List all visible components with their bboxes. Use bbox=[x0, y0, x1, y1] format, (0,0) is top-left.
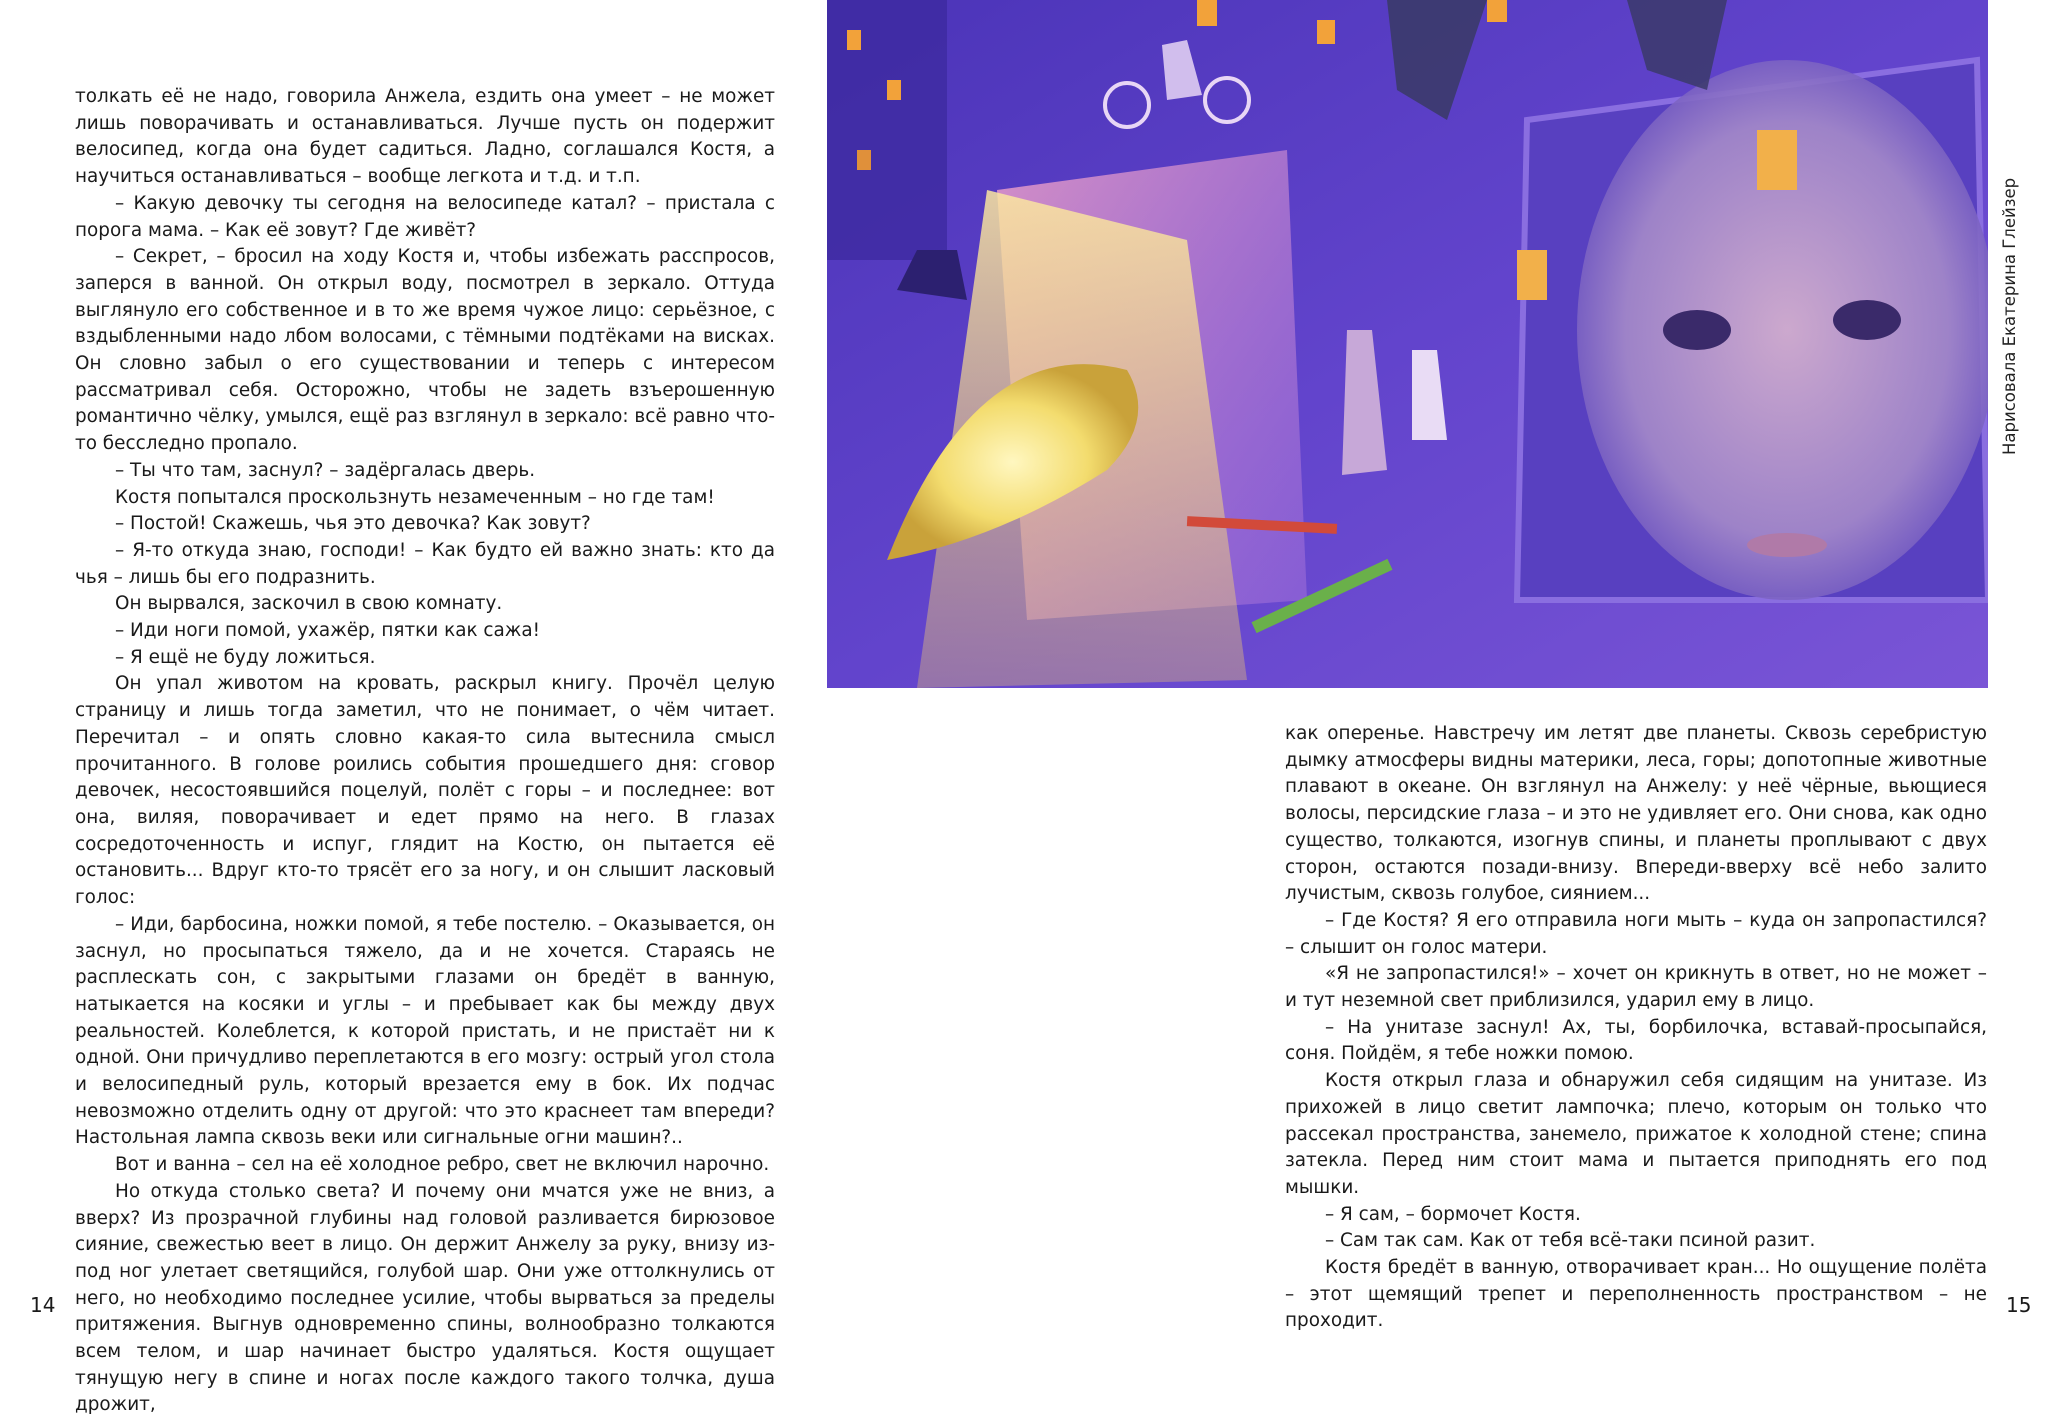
paragraph: – Иди, барбосина, ножки помой, я тебе постелю. – Оказывается, он заснул, но просыпаться тяжело, да и не хочется. Стараясь не расплескать сон, с закрытыми глазами он бредёт в ванную, натыкается на косяки и углы – и пребывает как бы между двух реальностей. Колеблется, к которой пристать, и не пристаёт ни к одной. Они причудливо переплетаются в его мозгу: острый угол стола и велосипедный руль, который врезается ему в бок. Их подчас невозможно отделить одну от другой: что это краснеет там впереди? Настольная лампа сквозь веки или сигнальные огни машин?.. bbox=[75, 913, 775, 1149]
eye-right bbox=[1833, 300, 1901, 340]
text-column-left bbox=[75, 84, 775, 1419]
window bbox=[847, 30, 861, 50]
paragraph: Вот и ванна – сел на её холодное ребро, свет не включил нарочно. bbox=[115, 1154, 770, 1176]
paragraph: – На унитазе заснул! Ах, ты, борбилочка, вставай-просыпайся, соня. Пойдём, я тебе ножки помою. bbox=[1285, 1016, 1987, 1065]
paragraph: – Какую девочку ты сегодня на велосипеде катал? – пристала с порога мама. – Как её зовут? Где живёт? bbox=[75, 192, 775, 241]
window bbox=[1517, 250, 1547, 300]
text-column-right bbox=[1285, 721, 1987, 1335]
window bbox=[1757, 130, 1797, 190]
paragraph: Костя открыл глаза и обнаружил себя сидящим на унитазе. Из прихожей в лицо светит лампочка; плечо, которым он только что рассекал пространства, занемело, прижатое к холодной стене; спина затекла. Перед ним стоит мама и пытается приподнять его под мышки. bbox=[1285, 1070, 1987, 1198]
paragraph: как оперенье. Навстречу им летят две планеты. Сквозь серебристую дымку атмосферы видны материки, леса, горы; допотопные животные плавают в океане. Он взглянул на Анжелу: у неё чёрные, вьющиеся волосы, персидские глаза – и это не удивляет его. Они снова, как одно существо, толкаются, изогнув спины, и планеты проплывают с двух сторон, остаются позади-внизу. Впереди-вверху всё небо залито лучистым, сквозь голубое, сиянием... bbox=[1285, 723, 1987, 905]
paragraph: Костя попытался проскользнуть незамеченным – но где там! bbox=[115, 486, 715, 508]
paragraph: Он упал животом на кровать, раскрыл книгу. Прочёл целую страницу и лишь тогда заметил, что не понимает, о чём читает. Перечитал – и опять словно какая-то сила вытеснила смысл прочитанного. В голове роились события прошедшего дня: сговор девочек, несостоявшийся поцелуй, полёт с горы – и последнее: вот она, виляя, поворачивает и едет прямо на него. В глазах сосредоточенность и испуг, глядит на Костю, он пытается её остановить... Вдруг кто-то трясёт его за ногу, и он слышит ласковый голос: bbox=[75, 673, 775, 909]
paragraph: – Я ещё не буду ложиться. bbox=[115, 646, 376, 668]
window bbox=[1317, 20, 1335, 44]
paragraph: Но откуда столько света? И почему они мчатся уже не вниз, а вверх? Из прозрачной глубины над головой разливается бирюзовое сияние, свежестью веет в лицо. Он держит Анжелу за руку, внизу из-под ног улетает светящийся, голубой шар. Они уже оттолкнулись от него, но необходимо последнее усилие, чтобы вырваться за пределы притяжения. Выгнув одновременно спины, волнообразно толкаются всем телом, и шар начинает быстро удаляться. Костя ощущает тянущую негу в спине и ногах после каждого такого толчка, душа дрожит, bbox=[75, 1180, 775, 1416]
illustrator-credit: Нарисовала Екатерина Глейзер bbox=[2000, 177, 2019, 455]
paragraph: Костя бредёт в ванную, отворачивает кран... Но ощущение полёта – этот щемящий трепет и переполненность пространством – не проходит. bbox=[1285, 1257, 1987, 1332]
window bbox=[887, 80, 901, 100]
paragraph: – Иди ноги помой, ухажёр, пятки как сажа! bbox=[115, 620, 541, 642]
window bbox=[1487, 0, 1507, 22]
paragraph: – Я-то откуда знаю, господи! – Как будто ей важно знать: кто да чья – лишь бы его подразнить. bbox=[75, 539, 775, 588]
window bbox=[857, 150, 871, 170]
mouth bbox=[1747, 533, 1827, 557]
page-number-left: 14 bbox=[30, 1293, 56, 1317]
paragraph: – Постой! Скажешь, чья это девочка? Как зовут? bbox=[115, 513, 591, 535]
page-number-right: 15 bbox=[2006, 1293, 2032, 1317]
window bbox=[1197, 0, 1217, 26]
paragraph: – Секрет, – бросил на ходу Костя и, чтобы избежать расспросов, заперся в ванной. Он открыл воду, посмотрел в зеркало. Оттуда выглянуло его собственное и в то же время чужое лицо: серьёзное, с вздыбленными надо лбом волосами, с тёмными подтёками на висках. Он словно забыл о его существовании и теперь с интересом рассматривал себя. Осторожно, чтобы не задеть взъерошенную романтично чёлку, умылся, ещё раз взглянул в зеркало: всё равно что-то бесследно пропало. bbox=[75, 246, 775, 455]
paragraph: «Я не запропастился!» – хочет он крикнуть в ответ, но не может – и тут неземной свет приблизился, ударил ему в лицо. bbox=[1285, 963, 1987, 1012]
building bbox=[827, 0, 947, 260]
paragraph: – Где Костя? Я его отправила ноги мыть – куда он запропастился? – слышит он голос матери. bbox=[1285, 909, 1987, 958]
paragraph: – Ты что там, заснул? – задёргалась дверь. bbox=[115, 459, 536, 481]
paragraph: толкать её не надо, говорила Анжела, ездить она умеет – не может лишь поворачивать и останавливаться. Лучше пусть он подержит велосипед, когда она будет садиться. Ладно, соглашался Костя, а научиться останавливаться – вообще легкота и т.д. и т.п. bbox=[75, 86, 775, 188]
paragraph: – Я сам, – бормочет Костя. bbox=[1325, 1203, 1581, 1225]
paragraph: Он вырвался, заскочил в свою комнату. bbox=[115, 593, 503, 615]
eye-left bbox=[1663, 310, 1731, 350]
illustration bbox=[827, 0, 1988, 688]
paragraph: – Сам так сам. Как от тебя всё-таки псиной разит. bbox=[1325, 1230, 1816, 1252]
